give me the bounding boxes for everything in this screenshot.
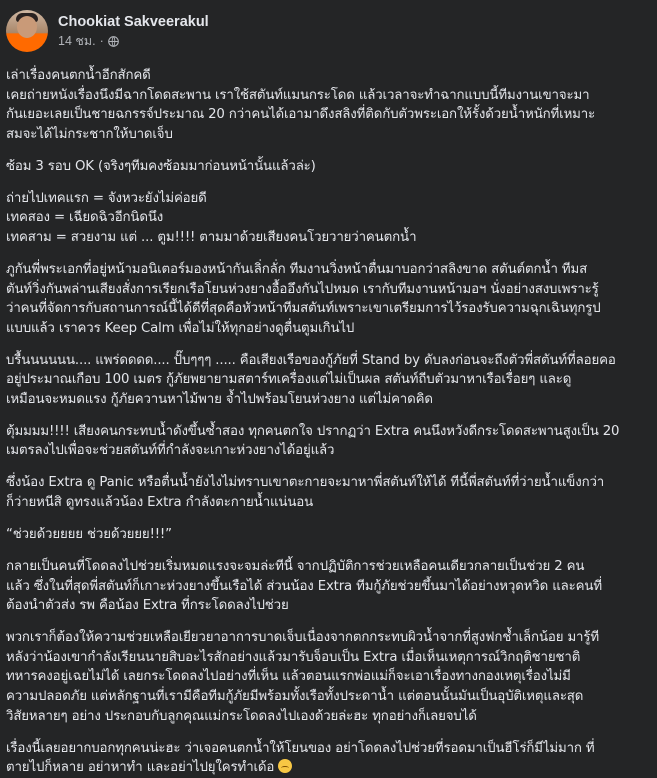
post-text-line: บรื้นนนนนน.... แพร่ดดดด.... ปั๊บๆๆๆ ..... คือเสียงเรือของกู้ภัยที่ Stand by ดับลงก่อนจะถึงตัวพี่สตันท์ที่ลอยคอ [6,352,616,368]
post-text-line: ตุ้มมมม!!!! เสียงคนกระทบน้ำดังขึ้นซ้ำสอง ทุกคนตกใจ ปรากฏว่า Extra คนนึงหวังดีกระโดดสะพานสูงเป็น 20 [6,423,620,439]
post-text-line: เทคสอง = เฉียดฉิวอีกนิดนึง [6,210,164,226]
post-text-line: เหมือนจะหมดแรง กู้ภัยควานหาไม้พาย จ้ำไปพร้อมโยนห่วงยาง แต่ไม่คาดคิด [6,391,433,407]
post-paragraph [6,260,647,338]
post-text-line: เคยถ่ายหนังเรื่องนึงมีฉากโดดสะพาน เราใช้สตันท์แมนกระโดด แล้วเวลาจะทำฉากแบบนี้ทีมงานเขาจะมา [6,87,590,103]
post-text-line: เล่าเรื่องคนตกน้ำอีกสักคดี [6,68,151,83]
separator-dot: · [99,34,104,48]
post-body [6,66,647,778]
sad-sweat-emoji-icon [278,759,292,773]
post-text-line: แล้ว ซึ่งในที่สุดพี่สตันท์ก็เกาะห่วงยางขึ้นเรือได้ ส่วนน้อง Extra ทีมกู้ภัยช่วยขึ้นมาได้อย่างหวุดหวิด และคนที่ [6,578,602,594]
post-text-segment: ตายไปก็หลาย อย่าหาทำ และอย่าไปยุใครทำเด้อ [6,760,275,776]
post-subline [58,32,209,50]
post-text-line: เมตรลงไปเพื่อจะช่วยสตันท์ที่กำลังจะเกาะห่วงยางได้อยู่แล้ว [6,443,335,459]
post-paragraph [6,351,647,410]
post-paragraph [6,739,647,778]
post-text-line: หลังว่าน้องเขากำลังเรียนนายสิบอะไรสักอย่างแล้วมารับจ็อบเป็น Extra เมื่อเห็นเหตุการณ์วิกฤติชายชาติ [6,649,581,665]
post-timestamp[interactable]: 14 ชม. [58,34,96,48]
post-paragraph [6,66,647,144]
post-text-line: ภูกันพี่พระเอกที่อยู่หน้ามอนิเตอร์มองหน้ากันเลิ่กลั่ก ทีมงานวิ่งหน้าตื่นมาบอกว่าสลิงขาด สตันต์ตกน้ำ ทีมส [6,261,588,277]
post-text-line: สมจะได้ไม่กระชากให้บาดเจ็บ [6,126,173,142]
post-header [6,10,647,66]
post-text-line: “ช่วยด้วยยยย ช่วยด้วยยย!!!” [6,527,172,543]
post-text-line: ถ่ายไปเทคแรก = จังหวะยังไม่ค่อยดี [6,190,207,206]
avatar[interactable] [6,10,48,52]
post-text-line: ซึ่งน้อง Extra ดู Panic หรือตื่นน้ำยังไงไม่ทราบเขาตะกายจะมาหาพี่สตันท์ให้ได้ ทีนี้พี่สตันท์ที่ว่ายน้ำแข็งกว่า [6,475,605,491]
post-text-line: อยู่ประมาณเกือบ 100 เมตร กู้ภัยพยายามสตาร์ทเครื่องแต่ไม่เป็นผล สตันท์ถีบตัวมาหาเรือเรื่อยๆ และดู [6,372,572,388]
author-name[interactable]: Chookiat Sakveerakul [58,14,209,30]
post-paragraph [6,422,647,461]
post-text-line: ความปลอดภัย แต่หลักฐานที่เรามีคือทีมกู้ภัยมีพร้อมทั้งเรือทั้งประดาน้ำ แต่ตอนนั้นมันเป็นอุบัติเหตุและสุด [6,688,584,704]
post-paragraph [6,628,647,726]
post-text-line: ทหารคงอยู่เฉยไม่ได้ เลยกระโดดลงไปอย่างที่เห็น แล้วตอนแรกพ่อแม่ก็จะเอาเรื่องทางกองเหตุเรื่องไม่มี [6,669,571,685]
globe-icon[interactable] [108,36,119,47]
post-text-line: ซ้อม 3 รอบ OK (จริงๆทีมคงซ้อมมาก่อนหน้านั้นแล้วล่ะ) [6,158,316,174]
post-text-line: กลายเป็นคนที่โดดลงไปช่วยเริ่มหมดแรงจะจมล่ะทีนี้ จากปฏิบัติการช่วยเหลือคนเดียวกลายเป็นช่วย 2 คน [6,559,585,574]
post-text-line: พวกเราก็ต้องให้ความช่วยเหลือเยียวยาอาการบาดเจ็บเนื่องจากตกกระทบผิวน้ำจากที่สูงฟกช้ำเล็กน้อย มารู้ที [6,630,599,646]
post-paragraph [6,557,647,616]
post-text-line: วิสัยหลายๆ อย่าง ประกอบกับลูกคุณแม่กระโดดลงไปเองด้วยล่ะฮะ ทุกอย่างก็เลยจบได้ [6,708,477,724]
post-text-line: แบบแล้ว เราควร Keep Calm เพื่อไม่ให้ทุกอย่างดูตื่นตูมเกินไป [6,320,355,336]
post-text-line: ต้องนำตัวส่ง รพ คือน้อง Extra ที่กระโดดลงไปช่วย [6,598,289,614]
post-text-line: ก็ว่ายหนีสิ ดูทรงแล้วน้อง Extra กำลังตะกายน้ำแน่นอน [6,495,314,511]
post-text-line: เรื่องนี้เลยอยากบอกทุกคนน่ะฮะ ว่าเจอคนตกน้ำให้โยนของ อย่าโดดลงไปช่วยที่รอดมาเป็นฮีโร่ก็มีไม่มาก ที่ [6,740,595,756]
post-text-line [6,758,647,778]
post-paragraph [6,157,647,177]
post-text-line: กันเยอะเลยเป็นชายฉกรรจ์ประมาณ 20 กว่าคนได้เอามาดึงสลิงที่ติดกับตัวพระเอกให้รั้งด้วยน้ำหนักที่เหมาะ [6,107,596,123]
post-text-line: ว่าคนที่จัดการกับสถานการณ์นี้ได้ดีที่สุดคือหัวหน้าทีมสตันท์เพราะเขาเตรียมการไว้รองรับความฉุกเฉินทุกรูป [6,301,601,317]
post-text-line: เทคสาม = สวยงาม แต่ ... ตูม!!!! ตามมาด้วยเสียงคนโวยวายว่าคนตกน้ำ [6,229,417,245]
post-paragraph [6,189,647,248]
post-text-line: ตันท์วิ่งกันพล่านเสียงสั่งการเรียกเรือโยนห่วงยางอื้ออึงกันไปหมด เรากับทีมงานหน้ามอฯ นั่งอย่างสงบเพราะรู้ [6,281,599,297]
post-paragraph [6,473,647,512]
post-meta [58,10,209,50]
post-paragraph [6,525,647,545]
